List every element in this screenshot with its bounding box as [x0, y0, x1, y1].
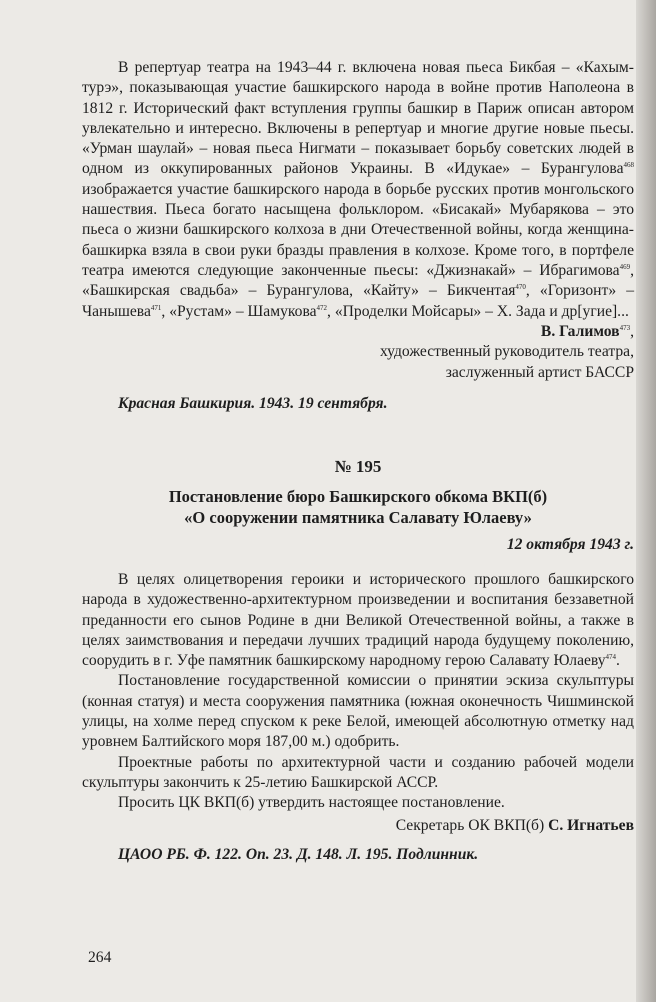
text-segment: изображается участие башкирского народа в борьбе русских против монгольского нашествия. Пьеса богато насыщена фольклором. «Бисакай» Мубарякова – это пьеса о жизни башкирского колхоза в дни Отечественной войны, когда женщина-башкирка взяла в свои руки бразды правления в колхозе. Кроме того, в портфеле театра имеются следующие законченные пьесы: «Джизнакай» – Ибрагимова	[82, 180, 634, 279]
signer-comma: ,	[630, 323, 634, 340]
text-segment: В репертуар театра на 1943–44 г. включена новая пьеса Бикбая – «Кахым-турэ», показывающая участие башкирского народа в войне против Наполеона в 1812 г. Исторический факт вступления группы башкир в Париж описан автором увлекательно и интересно. Включены в репертуар и многие другие новые пьесы. «Урман шаулай» – новая пьеса Нигмати – показывает борьбу советских людей в одном из оккупированных районов Украины. В «Идукае» – Бурангулова	[82, 59, 634, 178]
footnote-ref: 473	[619, 324, 631, 332]
text-segment: , «Горизонт» – Чанышева	[82, 282, 635, 320]
signer-name: С. Игнатьев	[548, 817, 634, 834]
text-segment: , «Рустам» – Шамукова	[161, 302, 317, 320]
signer-title: заслуженный артист БАССР	[445, 363, 634, 381]
footnote-ref: 474	[605, 653, 617, 662]
signer-name: В. Галимов	[540, 323, 620, 340]
page-number: 264	[88, 949, 112, 966]
footnote-ref: 470	[515, 283, 526, 292]
signer-role: Секретарь ОК ВКП(б)	[395, 817, 549, 834]
source-citation-2: ЦАОО РБ. Ф. 122. Оп. 23. Д. 148. Л. 195. Подлинник.	[118, 846, 479, 863]
footnote-ref: 471	[150, 303, 162, 312]
document-number: № 195	[334, 457, 382, 476]
signature-block-1	[82, 322, 634, 383]
text-segment: В целях олицетворения героики и исторического прошлого башкирского народа в художественно-архитектурном произведении и воспитания беззаветной преданности его сынов Родине в дни Великой Отечественной войны, а также в целях заимствования и передачи лучших традиций народа будущему поколению, соорудить в г. Уфе памятник башкирскому народному герою Салавату Юлаеву	[82, 571, 634, 670]
paragraph: Постановление государственной комиссии о принятии эскиза скульптуры (конная статуя) и места сооружения памятника (южная оконечность Чишминской улицы, на холме перед спуском к реке Белой, имеющей абсолютную отметку над уровнем Балтийского моря 187,00 м.) одобрить.	[82, 672, 634, 751]
intro-paragraph	[82, 58, 634, 322]
paragraph: Проектные работы по архитектурной части и созданию рабочей модели скульптуры закончить к 25-летию Башкирской АССР.	[82, 753, 634, 791]
page-edge	[636, 0, 656, 1002]
source-citation-1: Красная Башкирия. 1943. 19 сентября.	[118, 395, 388, 412]
signer-position: художественный руководитель театра,	[379, 343, 634, 361]
footnote-ref: 472	[316, 303, 328, 312]
text-segment: , «Проделки Мойсары» – Х. Зада и др[угие]...	[327, 302, 629, 320]
resolution-body	[82, 570, 634, 814]
document-title	[82, 486, 634, 528]
paragraph: Просить ЦК ВКП(б) утвердить настоящее постановление.	[118, 794, 505, 812]
title-line-2: «О сооружении памятника Салавату Юлаеву»	[184, 508, 532, 527]
document-date: 12 октября 1943 г.	[506, 536, 634, 553]
footnote-ref: 468	[623, 161, 634, 170]
footnote-ref: 469	[619, 262, 631, 271]
title-line-1: Постановление бюро Башкирского обкома ВКП(б)	[168, 487, 548, 506]
signature-block-2	[82, 816, 634, 836]
text-segment: , «Башкирская свадьба» – Бурангулова, «Кайту» – Бикчентая	[82, 261, 634, 300]
text-segment: .	[616, 652, 620, 670]
